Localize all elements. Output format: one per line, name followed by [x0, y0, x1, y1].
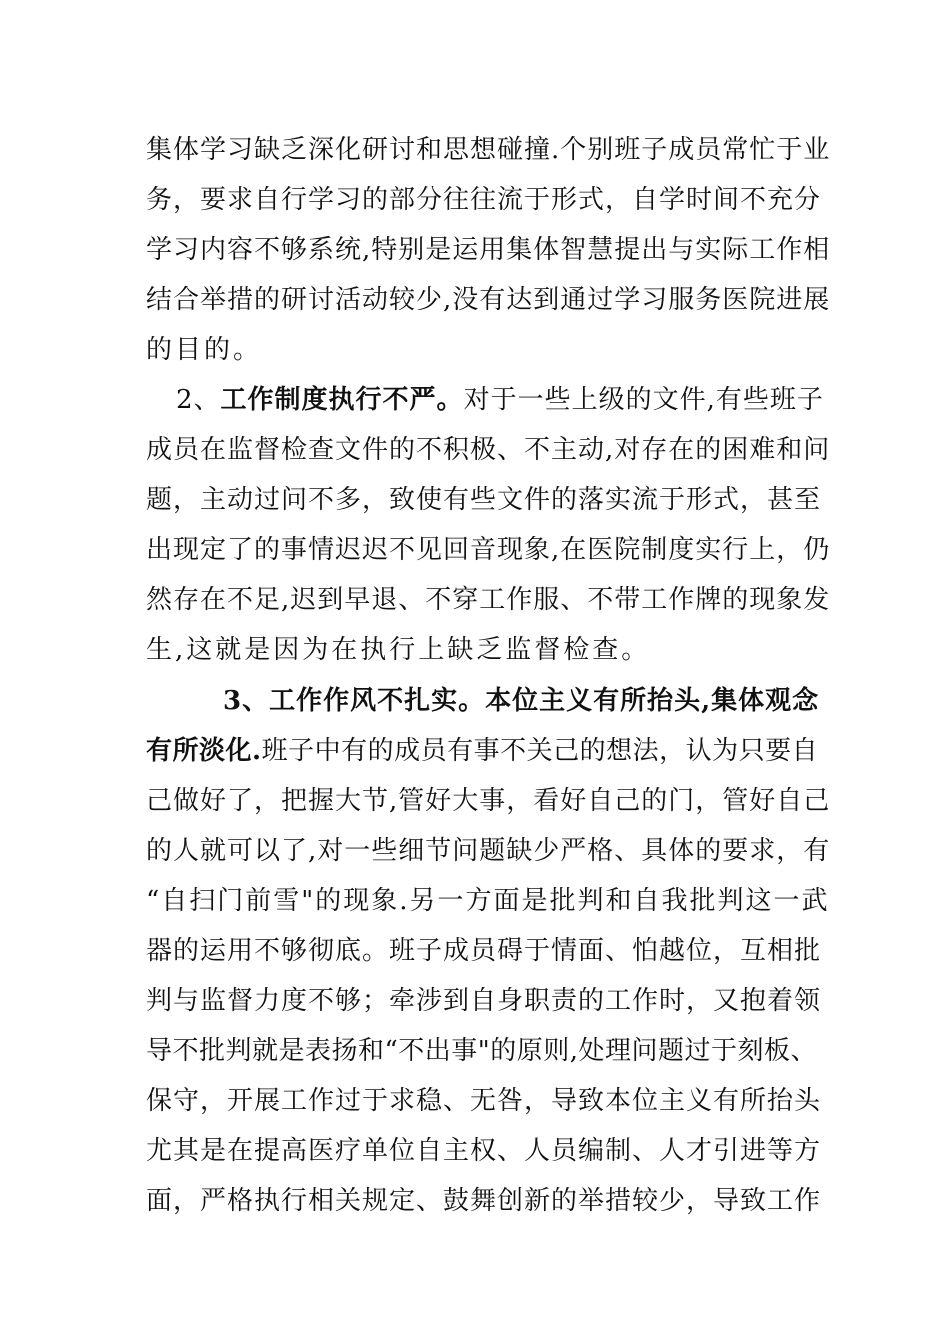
- p3-line-5: “自扫门前雪"的现象.另一方面是批判和自我批判这一武: [146, 886, 830, 916]
- p3-line-7: 判与监督力度不够；牵涉到自身职责的工作时，又抱着领: [146, 986, 822, 1016]
- p3-line-6: 器的运用不够彻底。班子成员碍于情面、怕越位，互相批: [146, 936, 822, 966]
- p2-line-6: 生,这就是因为在执行上缺乏监督检查。: [146, 635, 651, 665]
- p3-line-9: 保守，开展工作过于求稳、无咎，导致本位主义有所抬头: [146, 1086, 822, 1116]
- p3-line-8: 导不批判就是表扬和“不出事"的原则,处理问题过于刻板、: [146, 1036, 818, 1066]
- p2-line-1-rest: 对于一些上级的文件,有些班子: [463, 385, 824, 415]
- p3-line-3: 己做好了，把握大节,管好大事，看好自己的门，管好自己: [146, 786, 831, 816]
- p1-line-2: 务，要求自行学习的部分往往流于形式，自学时间不充分: [146, 185, 822, 215]
- p1-line-4: 结合举措的研讨活动较少,没有达到通过学习服务医院进展: [146, 285, 831, 315]
- p2-heading: 工作制度执行不严。: [220, 385, 464, 415]
- p3-line-4: 的人就可以了,对一些细节问题缺少严格、具体的要求，有: [146, 836, 831, 866]
- p2-line-3: 题，主动过问不多，致使有些文件的落实流于形式，甚至: [146, 485, 822, 515]
- p3-line-2-rest: 班子中有的成员有事不关己的想法，认为只要自: [261, 736, 819, 766]
- p1-line-5: 的目的。: [146, 335, 263, 365]
- p1-line-3: 学习内容不够系统,特别是运用集体智慧提出与实际工作相: [146, 235, 831, 265]
- p2-line-1: [176, 382, 824, 418]
- p2-line-2: 成员在监督检查文件的不积极、不主动,对存在的困难和问: [146, 435, 831, 465]
- p2-line-5: 然存在不足,迟到早退、不穿工作服、不带工作牌的现象发: [146, 585, 831, 615]
- p1-line-1: 集体学习缺乏深化研讨和思想碰撞.个别班子成员常忙于业: [146, 135, 831, 165]
- p2-number: 2、: [176, 385, 221, 415]
- p3-line-2: [146, 733, 818, 769]
- p3-line-11: 面，严格执行相关规定、鼓舞创新的举措较少，导致工作: [146, 1186, 822, 1216]
- p3-line-10: 尤其是在提高医疗单位自主权、人员编制、人才引进等方: [146, 1136, 822, 1166]
- p2-line-4: 出现定了的事情迟迟不见回音现象,在医院制度实行上，仍: [146, 535, 831, 565]
- p3-heading-line-1: 3、工作作风不扎实。本位主义有所抬头,集体观念: [223, 686, 820, 716]
- p3-heading-line-2: 有所淡化.: [146, 736, 262, 766]
